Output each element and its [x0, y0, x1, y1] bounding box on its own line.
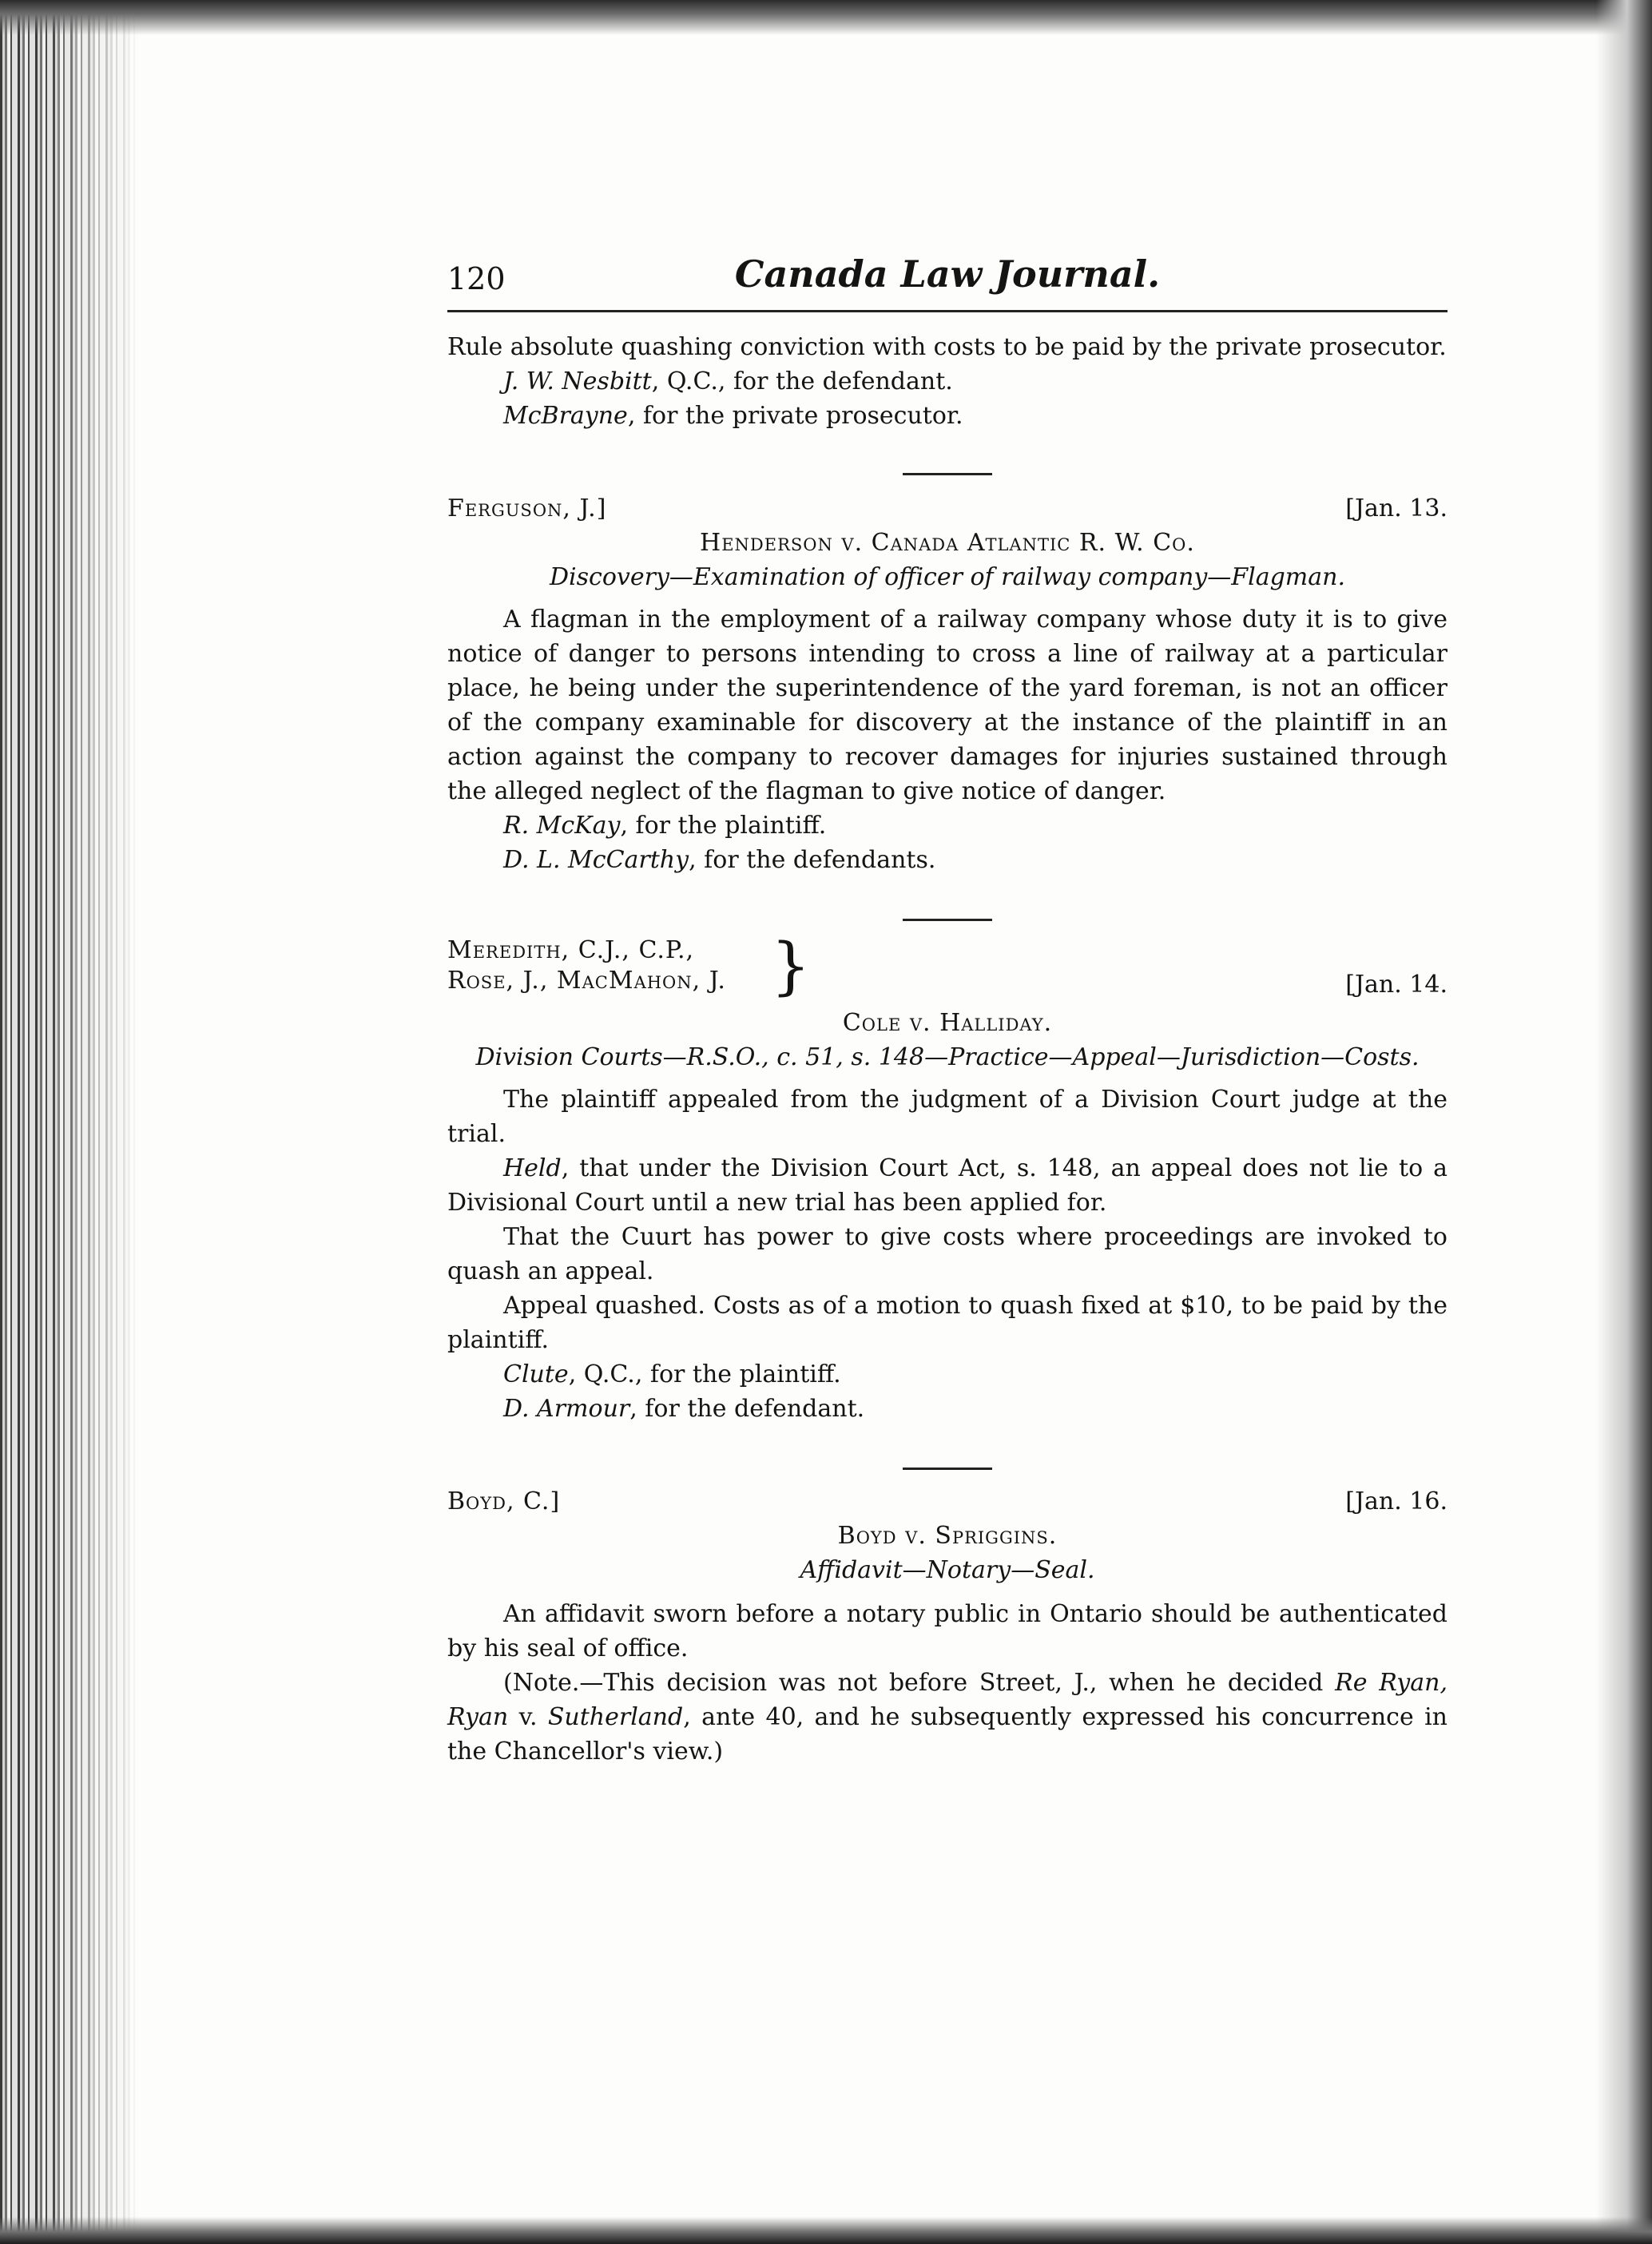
section-divider: [903, 473, 992, 475]
case-title: Boyd v. Spriggins.: [837, 1522, 1058, 1550]
case-date: [Jan. 14.: [1345, 971, 1447, 999]
counsel-line: D. L. McCarthy, for the defendants.: [503, 846, 936, 874]
case-date: [Jan. 16.: [1345, 1487, 1447, 1515]
case-body: A flagman in the employment of a railway company whose duty it is to give notice of danger to persons intending to cross a line of railway at a particular place, he being under the superintendence of the yard foreman, is not an officer of the company examinable for discovery at the instance of the plaintiff in an action against the company to recover damages for injuries sustained through the alleged neglect of the flagman to give notice of danger.: [447, 606, 1447, 805]
scan-bottom-edge: [0, 2217, 1652, 2244]
case-cole: [447, 931, 1447, 1426]
case-paragraph: That the Cuurt has power to give costs where proceedings are invoked to quash an appeal.: [447, 1223, 1447, 1285]
case-title: Henderson v. Canada Atlantic R. W. Co.: [700, 529, 1195, 557]
scan-top-edge: [0, 0, 1652, 35]
counsel-line: D. Armour, for the defendant.: [503, 1395, 865, 1423]
case-boyd: [447, 1484, 1447, 1769]
case-note: (Note.—This decision was not before Street, J., when he decided Re Ryan, Ryan v. Sutherland, ante 40, and he subsequently expressed his concurrence in the Chancellor's view.): [447, 1669, 1447, 1765]
section-divider: [903, 1468, 992, 1470]
page-number: 120: [447, 261, 506, 296]
case-continuation: [447, 330, 1447, 433]
section-divider: [903, 919, 992, 921]
judge-names: Meredith, C.J., C.P., Rose, J., MacMahon, J.: [447, 936, 726, 995]
page-header: [447, 254, 1447, 312]
case-paragraph: Held, that under the Division Court Act, s. 148, an appeal does not lie to a Divisional Court until a new trial has been applied for.: [447, 1154, 1447, 1217]
journal-title: Canada Law Journal.: [734, 252, 1161, 296]
case-subject: Discovery—Examination of officer of railway company—Flagman.: [550, 563, 1345, 591]
case1-text: Rule absolute quashing conviction with costs to be paid by the private prosecutor.: [447, 333, 1447, 361]
journal-page: [447, 254, 1447, 1769]
counsel-line: J. W. Nesbitt, Q.C., for the defendant.: [503, 367, 953, 395]
case-title: Cole v. Halliday.: [842, 1009, 1053, 1037]
scan-right-edge: [1596, 0, 1652, 2244]
judges-block: [447, 931, 1447, 1006]
judges-brace: }: [771, 931, 811, 1003]
case-subject: Affidavit—Notary—Seal.: [800, 1556, 1095, 1584]
judge-name: Boyd, C.]: [447, 1487, 561, 1515]
counsel-line: Clute, Q.C., for the plaintiff.: [503, 1360, 841, 1388]
case-date: [Jan. 13.: [1345, 494, 1447, 522]
case-paragraph: An affidavit sworn before a notary public in Ontario should be authenticated by his seal of office.: [447, 1600, 1447, 1662]
case-paragraph: The plaintiff appealed from the judgment of a Division Court judge at the trial.: [447, 1086, 1447, 1148]
case-henderson: [447, 491, 1447, 877]
case-paragraph: Appeal quashed. Costs as of a motion to quash fixed at $10, to be paid by the plaintiff.: [447, 1292, 1447, 1354]
counsel-line: McBrayne, for the private prosecutor.: [503, 402, 963, 430]
case-subject: Division Courts—R.S.O., c. 51, s. 148—Practice—Appeal—Jurisdiction—Costs.: [475, 1043, 1420, 1071]
judge-line: [447, 491, 1447, 526]
scan-binding-edge: [0, 0, 140, 2244]
counsel-line: R. McKay, for the plaintiff.: [503, 812, 827, 840]
judge-name: Ferguson, J.]: [447, 494, 607, 522]
judge-line: [447, 1484, 1447, 1519]
